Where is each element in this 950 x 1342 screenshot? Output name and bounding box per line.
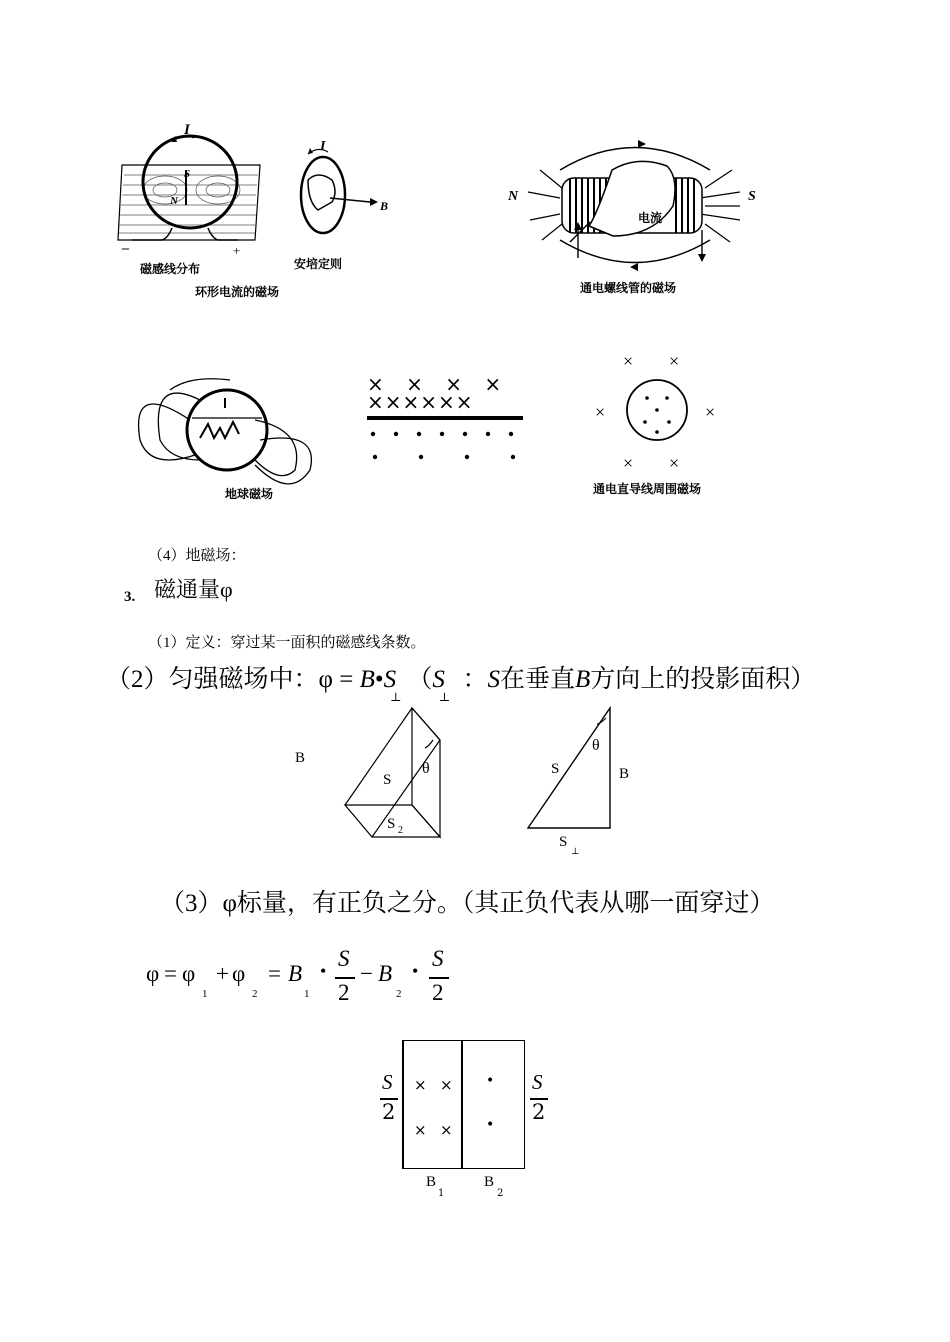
- ring-label-I: I: [184, 122, 190, 138]
- caption-ampere-rule: 安培定则: [294, 257, 343, 271]
- perp-sub-1: ⊥: [390, 690, 402, 704]
- triangle-diagram: [520, 700, 650, 860]
- cross-row-top: × × × ×: [367, 372, 510, 396]
- rect-label-B2: B: [484, 1174, 495, 1190]
- caption-straight-wire: 通电直导线周围磁场: [593, 482, 702, 496]
- cross-row-bottom: ××××××: [367, 390, 474, 414]
- earth-field-figure: [130, 360, 330, 510]
- formula-phi: φ: [146, 961, 160, 986]
- ampere-label-I: I: [320, 139, 326, 154]
- dot-2: •: [486, 1117, 495, 1133]
- triangle-label-S-perp: S: [559, 834, 568, 850]
- cross-1: ×: [414, 1076, 427, 1094]
- prism-label-S2-sub: 2: [398, 825, 403, 836]
- prism-label-S: S: [383, 772, 392, 788]
- formula-sub1: 1: [202, 988, 208, 1000]
- fraction-bar-2: [429, 977, 449, 979]
- solenoid-label-current: 电流: [638, 211, 663, 225]
- solenoid-label-S: S: [748, 189, 756, 204]
- rect-label-B1: B: [426, 1174, 437, 1190]
- item-2-mid: 在垂直: [499, 666, 575, 693]
- caption-ring-current: 环形电流的磁场: [195, 285, 280, 299]
- paren-open: （: [407, 666, 433, 693]
- straight-wire-figure: [585, 348, 735, 498]
- formula-plus: +: [216, 961, 229, 986]
- rect-left-fraction: [378, 1070, 402, 1130]
- rect-divider: [461, 1040, 463, 1169]
- S-symbol-2: S: [432, 666, 445, 693]
- rect-label-B1-sub: 1: [438, 1188, 445, 1199]
- ring-label-N: N: [170, 195, 178, 207]
- equals: =: [332, 666, 360, 693]
- item-2-prefix: （2）匀强磁场中：: [106, 666, 319, 693]
- fraction-bar-1: [335, 977, 355, 979]
- triangle-label-S: S: [551, 761, 560, 777]
- caption-solenoid: 通电螺线管的磁场: [580, 281, 677, 295]
- S-symbol-3: S: [487, 666, 500, 693]
- wire-symbols: [365, 372, 525, 472]
- caption-field-lines: 磁感线分布: [140, 262, 201, 276]
- ring-label-plus: +: [233, 243, 241, 258]
- formula-num1: S: [338, 946, 350, 971]
- svg-text:×: ×: [623, 453, 634, 473]
- formula-dot2: •: [412, 961, 419, 981]
- formula-den1: 2: [338, 980, 350, 1005]
- ampere-label-B: B: [380, 199, 389, 213]
- prism-label-S2: S: [387, 816, 396, 832]
- perp-sub-2: ⊥: [438, 690, 451, 704]
- formula-den2: 2: [432, 980, 444, 1005]
- prism-diagram: [290, 700, 460, 850]
- cross-3: ×: [414, 1121, 427, 1139]
- formula-phi1: φ: [182, 961, 196, 986]
- rect-right-num: S: [532, 1070, 543, 1094]
- svg-text:×: ×: [595, 402, 606, 422]
- triangle-label-perp-sub: ⊥: [571, 846, 580, 856]
- formula-B1: B: [288, 961, 303, 986]
- svg-text:×: ×: [623, 351, 634, 371]
- formula-minus: −: [360, 961, 373, 986]
- dot-rows: [365, 424, 525, 469]
- cross-4: ×: [440, 1121, 453, 1139]
- triangle-label-B: B: [619, 766, 630, 782]
- colon: ：: [456, 666, 488, 693]
- caption-earth-field: 地球磁场: [225, 487, 274, 501]
- prism-label-B: B: [295, 750, 306, 766]
- svg-text:×: ×: [705, 402, 716, 422]
- formula-sub2: 2: [252, 988, 258, 1000]
- item-2-formula: [106, 659, 816, 704]
- section-3-title: 磁通量φ: [154, 577, 233, 602]
- current-wire: [367, 416, 523, 420]
- ring-label-minus: –: [122, 241, 129, 256]
- S-symbol: S: [383, 666, 397, 693]
- dot-operator: •: [374, 666, 384, 693]
- cross-2: ×: [440, 1076, 453, 1094]
- split-field-rect: [402, 1040, 525, 1169]
- svg-text:×: ×: [669, 351, 680, 371]
- dot-1: •: [486, 1073, 495, 1089]
- formula-num2: S: [432, 946, 444, 971]
- solenoid-figure: [500, 130, 775, 300]
- rect-label-B2-sub: 2: [497, 1188, 504, 1199]
- formula-eq1: =: [164, 961, 177, 986]
- ring-label-S: S: [184, 168, 191, 180]
- prism-label-theta: θ: [422, 760, 430, 777]
- phi-symbol: φ: [318, 666, 333, 693]
- formula-phi2: φ: [232, 961, 246, 986]
- formula-B1-sub: 1: [304, 988, 310, 1000]
- formula-B2: B: [378, 961, 393, 986]
- item-3-scalar: （3）φ标量，有正负之分。（其正负代表从哪一面穿过）: [160, 890, 775, 917]
- flux-formula: [146, 946, 466, 1016]
- solenoid-label-N: N: [508, 189, 519, 204]
- svg-text:×: ×: [669, 453, 680, 473]
- ring-current-figure: [110, 110, 390, 305]
- item-4-geomagnetic: （4）地磁场：: [148, 548, 246, 564]
- formula-dot1: •: [320, 961, 327, 981]
- rect-left-num: S: [382, 1070, 393, 1094]
- rect-right-den: 2: [532, 1100, 546, 1124]
- B-symbol: B: [359, 666, 375, 693]
- triangle-label-theta: θ: [592, 737, 600, 754]
- formula-eq2: =: [268, 961, 281, 986]
- definition-1: （1）定义：穿过某一面积的磁感线条数。: [148, 635, 426, 651]
- section-3-number: 3.: [124, 589, 136, 605]
- B-symbol-2: B: [575, 666, 591, 693]
- formula-B2-sub: 2: [396, 988, 402, 1000]
- rect-left-den: 2: [382, 1100, 396, 1124]
- item-2-suffix: 方向上的投影面积）: [590, 666, 816, 693]
- rect-right-fraction: [528, 1070, 552, 1130]
